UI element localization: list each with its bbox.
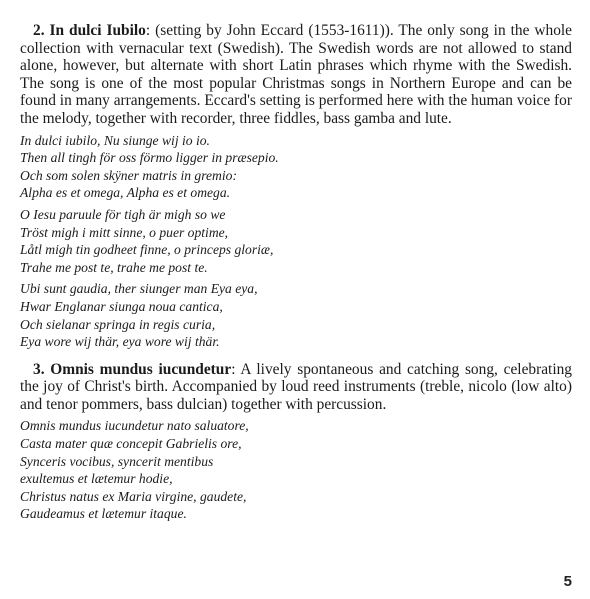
song-2-description: [20, 22, 572, 128]
song-2-lyrics: [20, 132, 572, 351]
lyric-line: Synceris vocibus, syncerit mentibus: [20, 453, 214, 469]
song-3-section: [20, 361, 572, 523]
song-2-stanza-1: [20, 132, 572, 202]
song-2-heading: 2. In dulci Iubilo: [33, 22, 146, 39]
song-2-stanza-2: [20, 206, 572, 276]
lyric-line: Casta mater quæ concepit Gabrielis ore,: [20, 436, 242, 452]
song-3-body: : A lively spontaneous and catching song, celebrating the joy of Christ's birth. Accompanied by loud reed instruments (treble, nicolo (low alto) and tenor pommers, bass dulcian) together with percussion.: [20, 360, 572, 413]
song-2-body: : (setting by John Eccard (1553-1611)). The only song in the whole collection with vernacular text (Swedish). The Swedish words are not allowed to stand alone, however, but alternate with short Latin phrases which rhyme with the Swedish. The song is one of the most popular Christmas songs in Northern Europe and can be found in many arrangements. Eccard's setting is performed here with the human voice for the melody, together with recorder, three fiddles, bass gamba and lute.: [20, 22, 572, 127]
lyric-line: Hwar Englanar siunga noua cantica,: [20, 298, 223, 314]
song-3-description: [20, 361, 572, 414]
lyric-line: exultemus et lætemur hodie,: [20, 471, 173, 487]
lyric-line: In dulci iubilo, Nu siunge wij io io.: [20, 132, 210, 148]
lyric-line: Trahe me post te, trahe me post te.: [20, 259, 208, 275]
song-2-stanza-3: [20, 280, 572, 350]
lyric-line: Gaudeamus et lætemur itaque.: [20, 506, 187, 522]
lyric-line: Och som solen skÿner matris in gremio:: [20, 167, 237, 183]
song-3-lyrics: [20, 417, 572, 523]
lyric-line: Christus natus ex Maria virgine, gaudete,: [20, 488, 247, 504]
lyric-line: Låtl migh tin godheet finne, o princeps gloriæ,: [20, 242, 274, 258]
lyric-line: Eya wore wij thär, eya wore wij thär.: [20, 334, 220, 350]
song-3-heading: 3. Omnis mundus iucundetur: [33, 360, 232, 378]
song-3-stanza-1: [20, 417, 572, 523]
song-2-section: [20, 22, 572, 351]
lyric-line: Ubi sunt gaudia, ther siunger man Eya eya,: [20, 281, 258, 297]
booklet-page: [20, 22, 572, 527]
lyric-line: Then all tingh för oss förmo ligger in præsepio.: [20, 150, 279, 166]
lyric-line: Tröst migh i mitt sinne, o puer optime,: [20, 224, 229, 240]
page-number: 5: [563, 573, 572, 590]
lyric-line: Alpha es et omega, Alpha es et omega.: [20, 185, 231, 201]
lyric-line: Omnis mundus iucundetur nato saluatore,: [20, 418, 249, 434]
lyric-line: Och sielanar springa in regis curia,: [20, 316, 216, 332]
lyric-line: O Iesu paruule för tigh är migh so we: [20, 206, 226, 222]
